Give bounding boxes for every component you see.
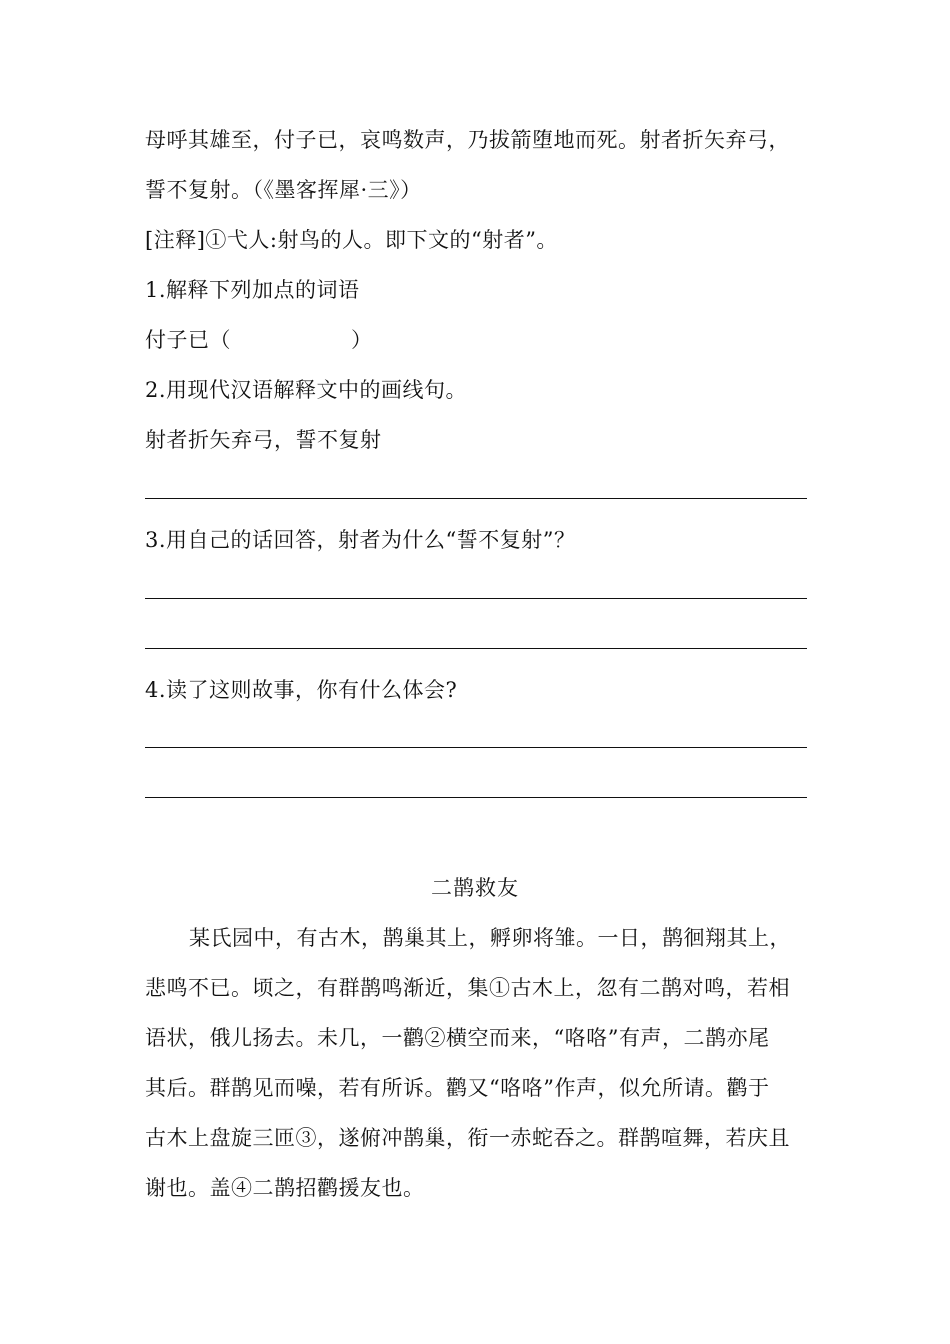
question-3-title: 3.用自己的话回答，射者为什么“誓不复射”？ [145,528,576,552]
story2-line-6: 谢也。盖④二鹊招鹳援友也。 [145,1176,425,1200]
question-2-title: 2.用现代汉语解释文中的画线句。 [145,378,468,402]
question-4-title: 4.读了这则故事，你有什么体会? [145,678,458,702]
question-4-answer-line-2[interactable] [145,797,807,798]
question-4-answer-line-1[interactable] [145,747,807,748]
question-1-item-prefix: 付子已（ [145,328,231,352]
question-2-sentence: 射者折矢弃弓，誓不复射 [145,428,382,452]
story2-line-2: 悲鸣不已。顷之，有群鹊鸣渐近，集①古木上，忽有二鹊对鸣，若相 [145,976,790,1000]
story1-note: [注释]①弋人:射鸟的人。即下文的“射者”。 [145,228,558,252]
story2-title: 二鹊救友 [431,876,519,900]
story2-line-4: 其后。群鹊见而噪，若有所诉。鹳又“咯咯”作声，似允所请。鹳于 [145,1076,770,1100]
question-1-title: 1.解释下列加点的词语 [145,278,360,302]
story2-line-5: 古木上盘旋三匝③，遂俯冲鹊巢，衔一赤蛇吞之。群鹊喧舞，若庆且 [145,1126,790,1150]
question-1-item-suffix: ） [351,328,373,352]
story1-line-2: 誓不复射。（《墨客挥犀·三》） [145,178,422,202]
question-3-answer-line-1[interactable] [145,598,807,599]
story2-line-1: 某氏园中，有古木，鹊巢其上，孵卵将雏。一日，鹊徊翔其上， [189,926,791,950]
story1-line-1: 母呼其雄至，付子已，哀鸣数声，乃拔箭堕地而死。射者折矢弃弓， [145,128,790,152]
question-2-answer-line[interactable] [145,498,807,499]
question-3-answer-line-2[interactable] [145,648,807,649]
story2-line-3: 语状，俄儿扬去。未几，一鹳②横空而来，“咯咯”有声，二鹊亦尾 [145,1026,770,1050]
question-1-item [145,325,807,355]
